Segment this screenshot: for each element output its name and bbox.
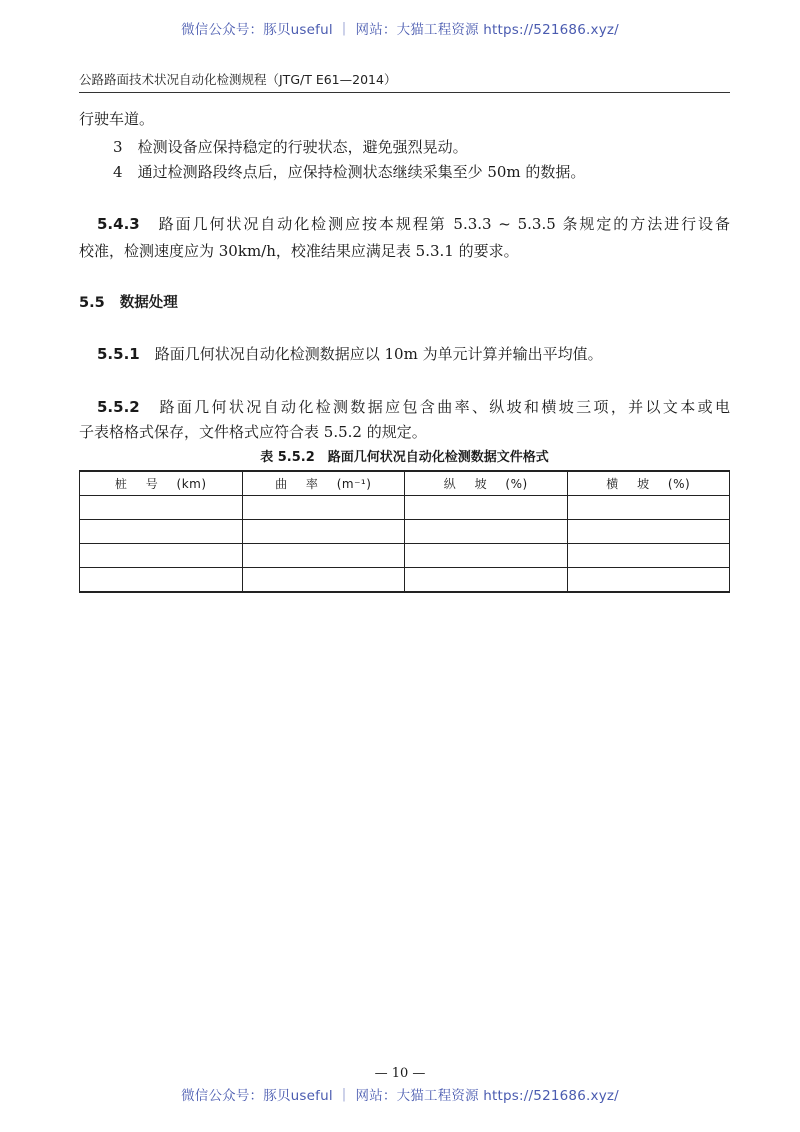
column-header-curvature: 曲 率 (m⁻¹) [242,471,405,496]
table-cell [567,544,730,568]
clause-number: 5.4.3 [97,215,140,233]
list-item-text: 检测设备应保持稳定的行驶状态，避免强烈晃动。 [137,138,468,156]
section-title: 数据处理 [119,295,178,311]
clause-text: 路面几何状况自动化检测应按本规程第 5.3.3 ~ 5.3.5 条规定的方法进行设备 [158,215,730,233]
data-format-table [79,470,730,593]
clause-5-4-3 [97,214,730,234]
table-cell [405,568,568,593]
table-cell [405,544,568,568]
column-header-station: 桩 号 (km) [80,471,243,496]
list-item-number: 4 [113,163,123,181]
table-cell [405,496,568,520]
table-cell [242,568,405,593]
list-item-text: 通过检测路段终点后，应保持检测状态继续采集至少 50m 的数据。 [137,163,586,181]
table-cell [567,520,730,544]
section-heading [79,292,730,313]
page-number: — 10 — [374,1066,426,1081]
clause-text: 路面几何状况自动化检测数据应以 10m 为单元计算并输出平均值。 [154,345,603,363]
list-item [113,162,730,182]
table-cell [80,496,243,520]
clause-number: 5.5.1 [97,345,140,363]
clause-5-5-2-cont: 子表格格式保存，文件格式应符合表 5.5.2 的规定。 [79,423,427,441]
header-rule [79,92,730,93]
table-row [80,496,730,520]
running-head: 公路路面技术状况自动化检测规程（JTG/T E61—2014） [79,72,397,87]
table-title: 表 5.5.2 路面几何状况自动化检测数据文件格式 [260,450,549,465]
list-item-number: 3 [113,138,123,156]
table-cell [242,520,405,544]
clause-5-4-3-cont: 校准，检测速度应为 30km/h，校准结果应满足表 5.3.1 的要求。 [79,242,519,260]
table-cell [405,520,568,544]
clause-5-5-1 [97,344,730,364]
watermark-top: 微信公众号：豚贝useful ｜ 网站：大猫工程资源 https://521686.xyz/ [181,22,619,38]
table-cell [80,544,243,568]
table-cell [567,568,730,593]
watermark-bottom: 微信公众号：豚贝useful ｜ 网站：大猫工程资源 https://521686.xyz/ [181,1088,619,1104]
column-header-cross-slope: 横 坡 (%) [567,471,730,496]
table-row [80,544,730,568]
clause-number: 5.5.2 [97,398,140,416]
table-row [80,520,730,544]
table-header-row [80,471,730,496]
table-cell [567,496,730,520]
table-cell [80,568,243,593]
clause-text: 路面几何状况自动化检测数据应包含曲率、纵坡和横坡三项，并以文本或电 [159,398,730,416]
column-header-longitudinal-slope: 纵 坡 (%) [405,471,568,496]
table-row [80,568,730,593]
clause-5-5-2 [97,397,730,417]
table-cell [242,544,405,568]
table-cell [242,496,405,520]
section-number: 5.5 [79,295,105,311]
paragraph-continuation: 行驶车道。 [79,110,155,128]
list-item [113,137,730,157]
table-cell [80,520,243,544]
